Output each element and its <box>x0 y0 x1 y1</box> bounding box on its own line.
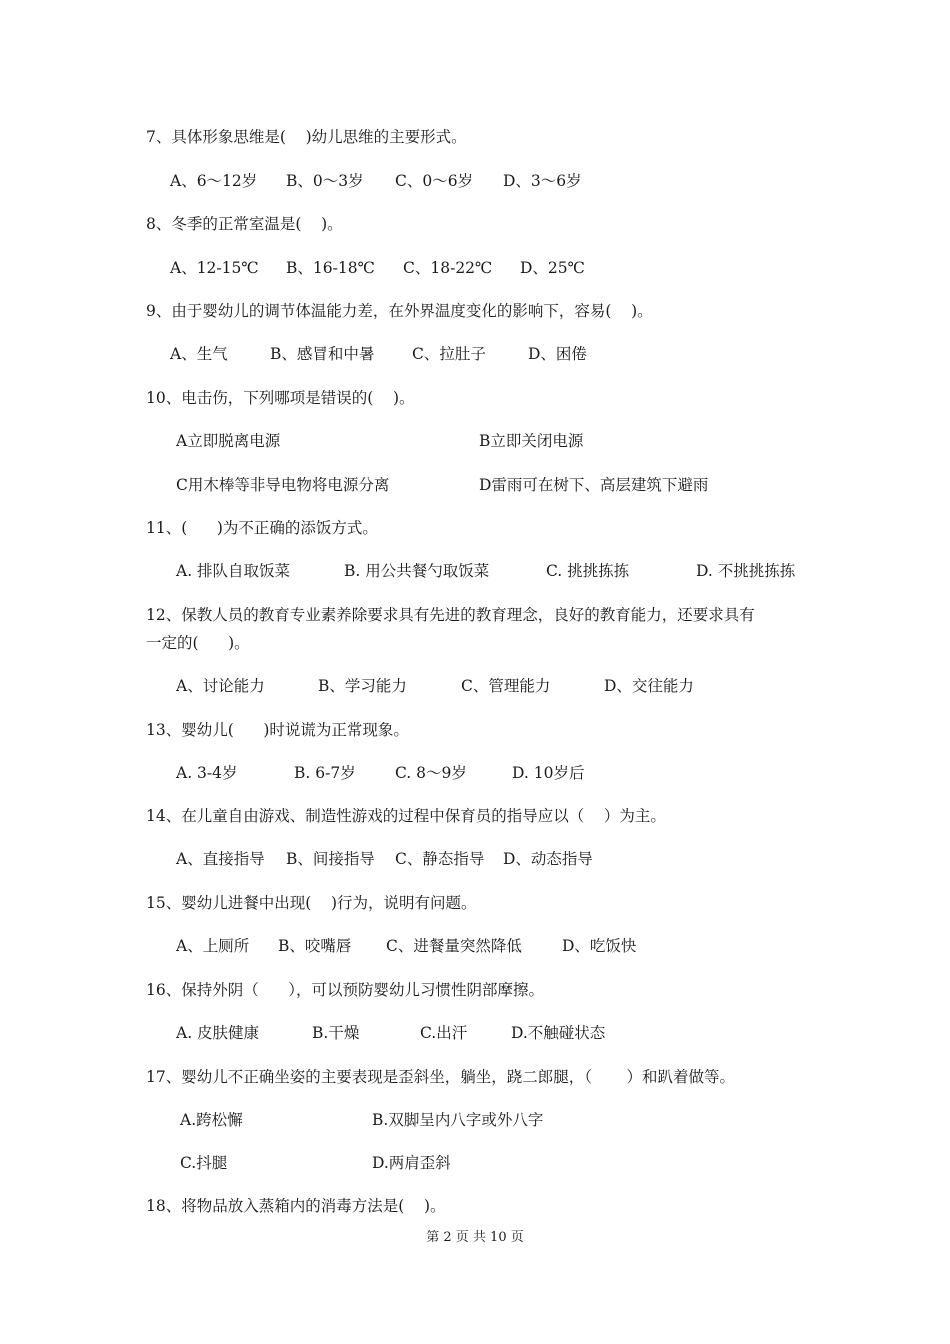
q15-option-a: A、上厕所 <box>176 937 250 955</box>
q14-option-b: B、间接指导 <box>286 850 375 868</box>
q16-option-c: C.出汗 <box>420 1024 468 1042</box>
question-14-stem: 14、在儿童自由游戏、制造性游戏的过程中保育员的指导应以（ ）为主。 <box>146 807 666 825</box>
q10-option-c: C用木棒等非导电物将电源分离 <box>176 476 390 494</box>
q11-option-c: C. 挑挑拣拣 <box>546 562 630 580</box>
q11-option-b: B. 用公共餐勺取饭菜 <box>344 562 490 580</box>
q16-option-b: B.干燥 <box>312 1024 360 1042</box>
q13-option-a: A. 3-4岁 <box>176 764 238 782</box>
q12-option-c: C、管理能力 <box>461 677 551 695</box>
q10-option-a: A立即脱离电源 <box>176 432 281 450</box>
q11-option-d: D. 不挑挑拣拣 <box>696 562 796 580</box>
q7-option-c: C、0～6岁 <box>395 172 474 190</box>
q14-option-a: A、直接指导 <box>176 850 265 868</box>
q9-option-b: B、感冒和中暑 <box>270 345 375 363</box>
question-15-stem: 15、婴幼儿进餐中出现( )行为，说明有问题。 <box>146 894 477 912</box>
question-16-stem: 16、保持外阴（ ），可以预防婴幼儿习惯性阴部摩擦。 <box>146 981 545 999</box>
question-18-stem: 18、将物品放入蒸箱内的消毒方法是( )。 <box>146 1197 446 1215</box>
q11-option-a: A. 排队自取饭菜 <box>176 562 291 580</box>
question-17-stem: 17、婴幼儿不正确坐姿的主要表现是歪斜坐，躺坐，跷二郎腿，（ ）和趴着做等。 <box>146 1068 735 1086</box>
q17-option-c: C.抖腿 <box>180 1154 228 1172</box>
q8-option-c: C、18-22℃ <box>403 259 493 277</box>
q9-option-a: A、生气 <box>170 345 228 363</box>
question-12-stem: 12、保教人员的教育专业素养除要求具有先进的教育理念，良好的教育能力，还要求具有 <box>146 606 755 624</box>
q13-option-d: D. 10岁后 <box>512 764 585 782</box>
q8-option-b: B、16-18℃ <box>286 259 375 277</box>
q15-option-b: B、咬嘴唇 <box>278 937 352 955</box>
question-7-stem: 7、具体形象思维是( )幼儿思维的主要形式。 <box>146 128 467 146</box>
question-13-stem: 13、婴幼儿( )时说谎为正常现象。 <box>146 721 409 739</box>
question-11-stem: 11、( )为不正确的添饭方式。 <box>146 519 378 537</box>
q10-option-d: D雷雨可在树下、高层建筑下避雨 <box>479 476 709 494</box>
q16-option-a: A. 皮肤健康 <box>176 1024 260 1042</box>
q15-option-d: D、吃饭快 <box>562 937 637 955</box>
page-footer: 第 2 页 共 10 页 <box>426 1230 524 1245</box>
q9-option-c: C、拉肚子 <box>412 345 486 363</box>
question-9-stem: 9、由于婴幼儿的调节体温能力差，在外界温度变化的影响下，容易( )。 <box>146 302 653 320</box>
question-12-stem-continued: 一定的( )。 <box>146 634 250 652</box>
q17-option-a: A.跨松懈 <box>180 1111 243 1129</box>
q8-option-a: A、12-15℃ <box>170 259 259 277</box>
q14-option-c: C、静态指导 <box>395 850 485 868</box>
q7-option-b: B、0～3岁 <box>286 172 364 190</box>
q17-option-d: D.两肩歪斜 <box>372 1154 451 1172</box>
q8-option-d: D、25℃ <box>520 259 585 277</box>
q10-option-b: B立即关闭电源 <box>479 432 584 450</box>
q15-option-c: C、进餐量突然降低 <box>386 937 522 955</box>
q14-option-d: D、动态指导 <box>503 850 593 868</box>
q9-option-d: D、困倦 <box>528 345 587 363</box>
q12-option-a: A、讨论能力 <box>176 677 265 695</box>
question-8-stem: 8、冬季的正常室温是( )。 <box>146 215 343 233</box>
q7-option-a: A、6～12岁 <box>170 172 258 190</box>
q13-option-b: B. 6-7岁 <box>294 764 356 782</box>
q12-option-d: D、交往能力 <box>604 677 694 695</box>
question-10-stem: 10、电击伤，下列哪项是错误的( )。 <box>146 389 415 407</box>
q12-option-b: B、学习能力 <box>318 677 407 695</box>
q17-option-b: B.双脚呈内八字或外八字 <box>372 1111 544 1129</box>
q13-option-c: C. 8～9岁 <box>395 764 467 782</box>
q7-option-d: D、3～6岁 <box>503 172 582 190</box>
q16-option-d: D.不触碰状态 <box>511 1024 606 1042</box>
